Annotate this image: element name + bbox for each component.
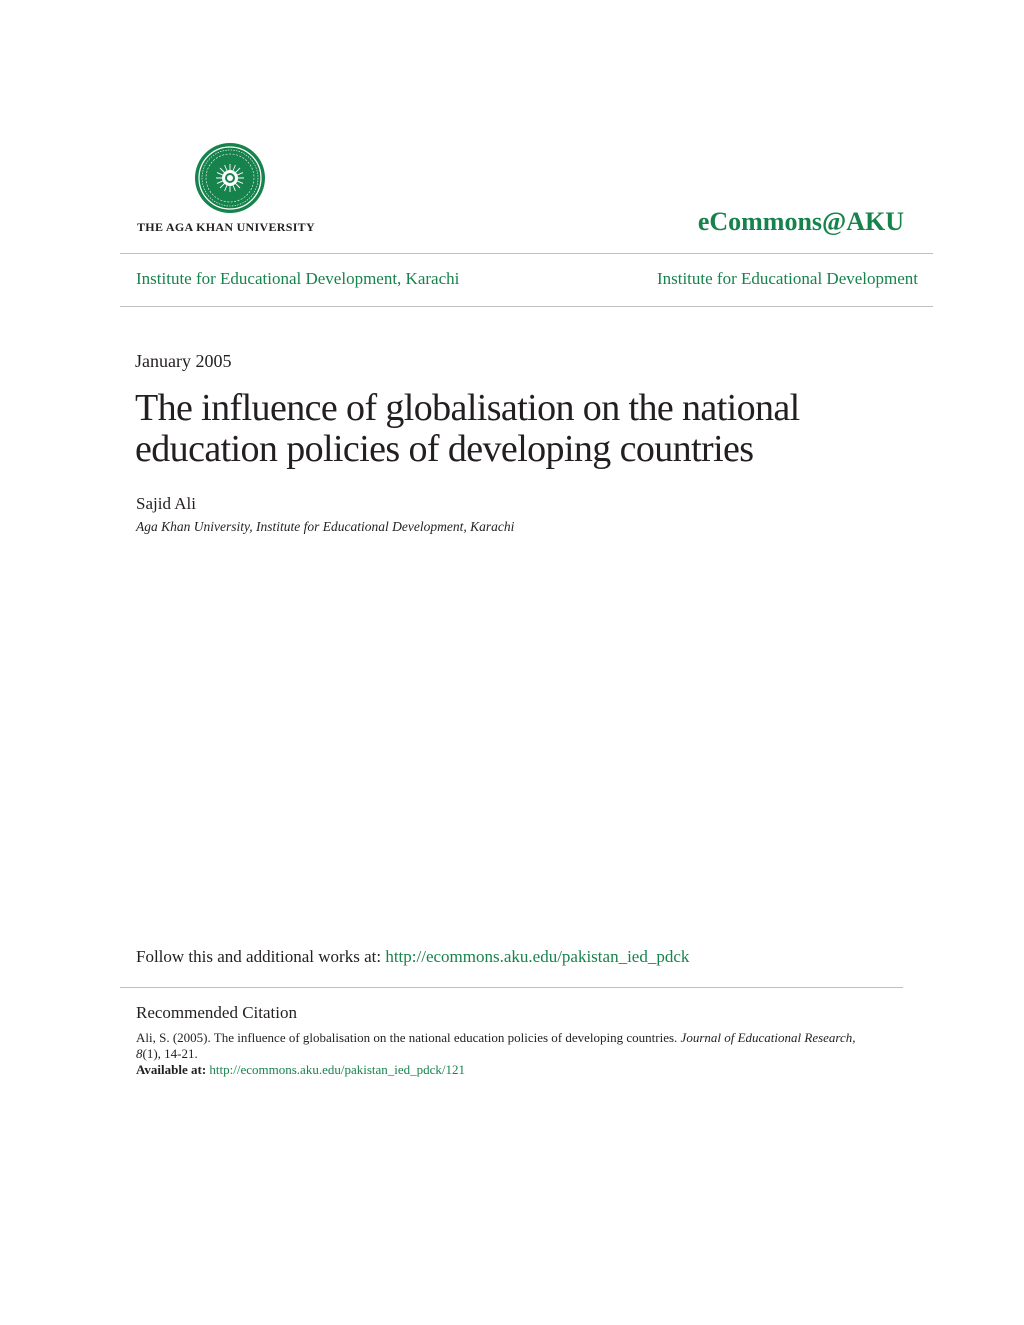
citation-body xyxy=(136,1030,856,1078)
breadcrumb-institute[interactable]: Institute for Educational Development xyxy=(656,269,918,288)
available-at-label: Available at: xyxy=(136,1062,207,1077)
citation-divider xyxy=(120,987,903,988)
follow-link[interactable]: http://ecommons.aku.edu/pakistan_ied_pdck xyxy=(385,947,690,966)
ecommons-brand-link[interactable]: eCommons@AKU xyxy=(697,207,904,236)
aku-seal-icon xyxy=(194,142,266,214)
breadcrumb-divider xyxy=(120,306,933,307)
author-name: Sajid Ali xyxy=(136,494,196,513)
paper-title: The influence of globalisation on the national education policies of developing countries xyxy=(135,387,800,470)
available-at-link[interactable]: http://ecommons.aku.edu/pakistan_ied_pdck/121 xyxy=(209,1062,466,1077)
citation-heading: Recommended Citation xyxy=(136,1003,297,1022)
follow-label: Follow this and additional works at: xyxy=(136,947,382,966)
follow-line xyxy=(136,947,689,967)
publication-date: January 2005 xyxy=(135,351,232,371)
university-name: THE AGA KHAN UNIVERSITY xyxy=(137,220,315,234)
author-affiliation: Aga Khan University, Institute for Educational Development, Karachi xyxy=(136,519,515,534)
citation-journal: Journal of Educational Research, xyxy=(680,1030,856,1045)
breadcrumb-institute-karachi[interactable]: Institute for Educational Development, Karachi xyxy=(136,269,460,288)
header-divider xyxy=(120,253,933,254)
citation-volume: 8 xyxy=(136,1046,143,1061)
citation-text: Ali, S. (2005). The influence of globalisation on the national education policies of developing countries. xyxy=(136,1030,678,1045)
citation-issue-pages: (1), 14-21. xyxy=(142,1046,198,1061)
